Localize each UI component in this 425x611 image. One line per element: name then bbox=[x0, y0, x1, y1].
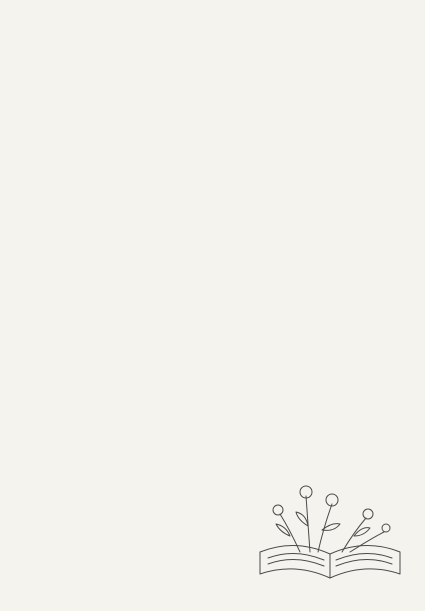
book-flowers-illustration bbox=[250, 474, 410, 586]
left-column bbox=[16, 18, 201, 21]
right-column bbox=[226, 18, 411, 21]
